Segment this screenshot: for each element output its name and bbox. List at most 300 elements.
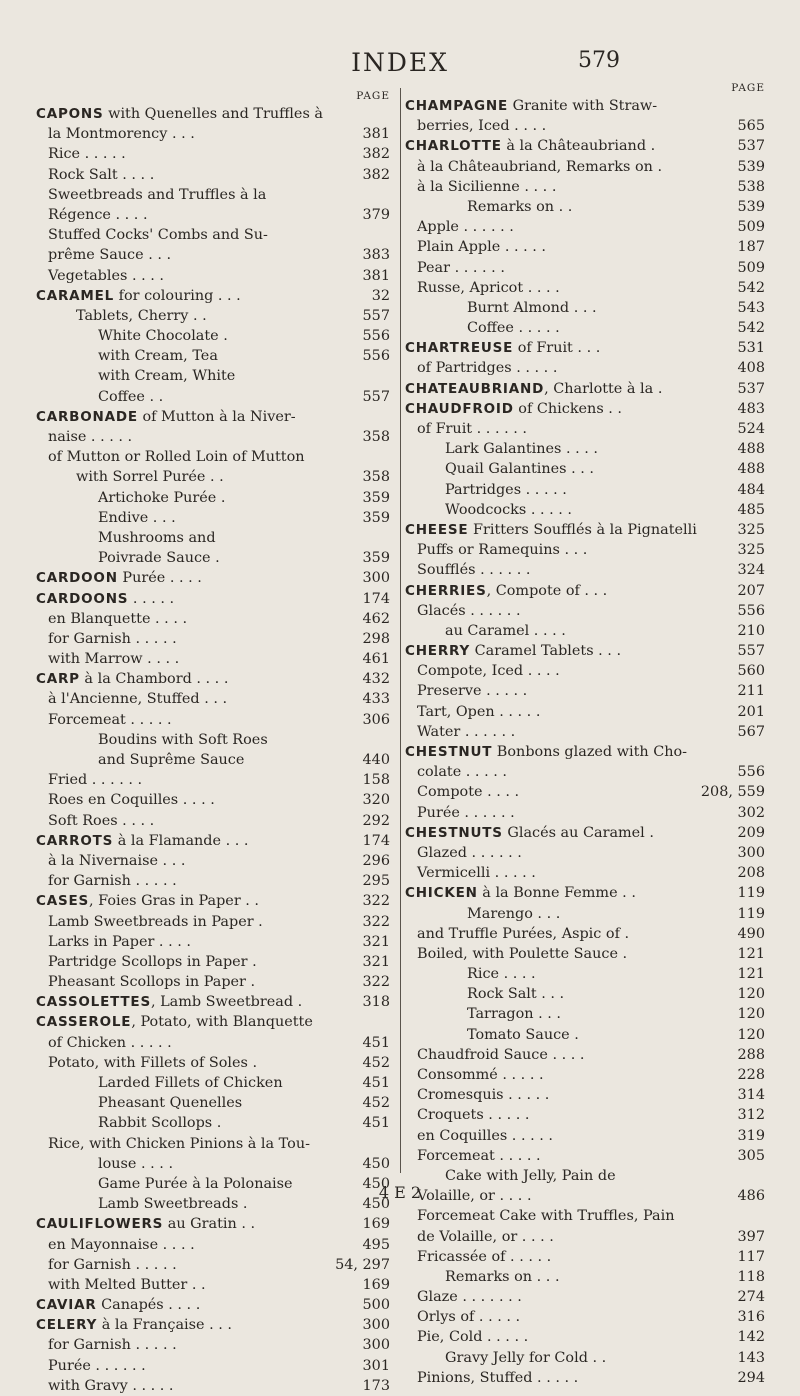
entry-text bbox=[36, 891, 349, 911]
entry-text bbox=[36, 548, 349, 568]
entry-page-number: 486 bbox=[737, 1188, 765, 1205]
entry-label: Canapés . . . . bbox=[96, 1297, 201, 1314]
entry-label: Purée . . . . . . bbox=[417, 804, 515, 821]
index-entry bbox=[405, 116, 765, 136]
entry-keyword: CHAUDFROID bbox=[405, 400, 514, 417]
entry-text bbox=[405, 318, 724, 338]
entry-page-number: 208 bbox=[737, 865, 765, 882]
index-entry bbox=[36, 1113, 390, 1133]
index-entry bbox=[36, 609, 390, 629]
entry-label: , Compote of . . . bbox=[486, 582, 608, 599]
entry-text bbox=[36, 326, 349, 346]
entry-page-number: 451 bbox=[362, 1034, 390, 1051]
entry-text bbox=[36, 1356, 349, 1376]
index-entry bbox=[405, 1368, 765, 1388]
entry-label: Lark Galantines . . . . bbox=[445, 441, 598, 458]
entry-page-number: 324 bbox=[737, 562, 765, 579]
entry-label: for Garnish . . . . . bbox=[48, 630, 177, 647]
entry-label: Vegetables . . . . bbox=[48, 267, 164, 284]
entry-text bbox=[405, 338, 724, 358]
entry-page-number: 450 bbox=[362, 1155, 390, 1172]
entry-page-number: 32 bbox=[371, 287, 390, 304]
entry-page-number: 450 bbox=[362, 1175, 390, 1192]
entry-text bbox=[405, 681, 724, 701]
entry-text bbox=[36, 710, 349, 730]
entry-text bbox=[36, 992, 349, 1012]
entry-text bbox=[36, 245, 349, 265]
entry-text bbox=[36, 165, 349, 185]
index-entries-left bbox=[36, 104, 390, 1396]
entry-label: , Foies Gras in Paper . . bbox=[89, 893, 259, 910]
entry-page-number: 169 bbox=[362, 1276, 390, 1293]
entry-page-number: 316 bbox=[737, 1309, 765, 1326]
entry-page-number: 174 bbox=[362, 590, 390, 607]
entry-text bbox=[405, 439, 724, 459]
entry-page-number: 543 bbox=[737, 299, 765, 316]
entry-page-number: 300 bbox=[362, 570, 390, 587]
entry-keyword: CHERRIES bbox=[405, 582, 487, 599]
entry-keyword: CAULIFLOWERS bbox=[36, 1216, 164, 1233]
index-entry bbox=[405, 157, 765, 177]
entry-text bbox=[405, 641, 724, 661]
entry-text bbox=[36, 1154, 349, 1174]
entry-page-number: 500 bbox=[362, 1297, 390, 1314]
entry-label: à la Châteaubriand, Remarks on . bbox=[417, 158, 663, 175]
index-entry bbox=[36, 629, 390, 649]
entry-text bbox=[36, 185, 349, 205]
entry-text bbox=[36, 1113, 349, 1133]
page-column-label: PAGE bbox=[731, 82, 765, 94]
index-entry bbox=[405, 459, 765, 479]
entry-text bbox=[405, 358, 724, 378]
entry-keyword: CAPONS bbox=[36, 106, 104, 122]
entry-label: Chaudfroid Sauce . . . . bbox=[417, 1046, 585, 1063]
entry-keyword: CHARTREUSE bbox=[405, 340, 514, 357]
entry-text bbox=[405, 924, 724, 944]
entry-page-number: 322 bbox=[362, 893, 390, 910]
entry-page-number: 509 bbox=[737, 259, 765, 276]
index-entry bbox=[405, 136, 765, 156]
entry-keyword: CHESTNUTS bbox=[405, 824, 503, 841]
index-entry bbox=[36, 730, 390, 750]
entry-keyword: CHATEAUBRIAND bbox=[405, 380, 545, 397]
index-entry bbox=[36, 649, 390, 669]
index-entry bbox=[405, 177, 765, 197]
entry-text bbox=[405, 298, 724, 318]
entry-label: with Marrow . . . . bbox=[48, 651, 180, 668]
entry-page-number: 452 bbox=[362, 1095, 390, 1112]
entry-text bbox=[36, 568, 349, 588]
index-entry bbox=[405, 278, 765, 298]
entry-label: Glazed . . . . . . bbox=[417, 844, 522, 861]
entry-page-number: 322 bbox=[362, 974, 390, 991]
entry-page-number: 379 bbox=[362, 206, 390, 223]
entry-label: for Garnish . . . . . bbox=[48, 1337, 177, 1354]
entry-label: Lamb Sweetbreads . bbox=[98, 1196, 248, 1213]
entry-label: Mushrooms and bbox=[98, 529, 216, 546]
index-entry bbox=[36, 1235, 390, 1255]
entry-page-number: 542 bbox=[737, 279, 765, 296]
entry-label: en Blanquette . . . . bbox=[48, 610, 188, 627]
entry-label: Forcemeat . . . . . bbox=[417, 1147, 541, 1164]
entry-label: Purée . . . . . . bbox=[48, 1357, 146, 1374]
entry-text bbox=[36, 1033, 349, 1053]
entry-page-number: 306 bbox=[362, 711, 390, 728]
entry-label: berries, Iced . . . . bbox=[417, 118, 547, 135]
entry-text bbox=[405, 157, 724, 177]
entry-label: Consommé . . . . . bbox=[417, 1067, 544, 1083]
entry-label: with Quenelles and Truffles à bbox=[103, 106, 323, 122]
entry-page-number: 381 bbox=[362, 126, 390, 143]
index-entry bbox=[405, 540, 765, 560]
index-entry bbox=[405, 823, 765, 843]
entry-page-number: 451 bbox=[362, 1075, 390, 1091]
entry-page-number: 557 bbox=[362, 388, 390, 405]
entry-label: with Sorrel Purée . . bbox=[76, 469, 224, 486]
index-entry bbox=[36, 972, 390, 992]
entry-page-number: 321 bbox=[362, 933, 390, 950]
entry-keyword: CELERY bbox=[36, 1317, 98, 1334]
entry-text bbox=[36, 205, 349, 225]
entry-label: Soft Roes . . . . bbox=[48, 812, 155, 829]
index-entry bbox=[36, 568, 390, 588]
index-entry bbox=[405, 742, 765, 762]
entry-text bbox=[36, 770, 349, 790]
entry-text bbox=[405, 944, 724, 964]
entry-label: colate . . . . . bbox=[417, 764, 507, 781]
entry-label: Burnt Almond . . . bbox=[467, 299, 597, 316]
entry-text bbox=[36, 811, 349, 831]
entry-text bbox=[36, 689, 349, 709]
entry-text bbox=[405, 1247, 724, 1267]
entry-label: , Lamb Sweetbread . bbox=[150, 994, 303, 1011]
entry-page-number: 490 bbox=[737, 925, 765, 942]
entry-page-number: 201 bbox=[737, 703, 765, 720]
entry-page-number: 358 bbox=[362, 429, 390, 445]
entry-page-number: 300 bbox=[737, 844, 765, 861]
entry-page-number: 509 bbox=[737, 219, 765, 236]
entry-label: of Mutton à la Niver- bbox=[137, 408, 296, 425]
entry-label: Tart, Open . . . . . bbox=[417, 703, 541, 720]
index-entry bbox=[36, 811, 390, 831]
entry-page-number: 382 bbox=[362, 166, 390, 183]
entry-text bbox=[36, 467, 349, 487]
index-entry bbox=[36, 427, 390, 447]
entry-text bbox=[405, 823, 724, 843]
entry-label: Tarragon . . . bbox=[467, 1006, 561, 1023]
entry-page-number: 557 bbox=[362, 307, 390, 324]
entry-page-number: 296 bbox=[362, 852, 390, 869]
entry-text bbox=[36, 649, 349, 669]
entry-label: Soufflés . . . . . . bbox=[417, 562, 531, 579]
entry-page-number: 359 bbox=[362, 550, 390, 567]
entry-page-number: 537 bbox=[737, 380, 765, 397]
index-entry bbox=[36, 851, 390, 871]
entry-text bbox=[405, 1025, 724, 1045]
entry-label: Forcemeat . . . . . bbox=[48, 711, 172, 728]
index-entry bbox=[405, 964, 765, 984]
index-entry bbox=[36, 1275, 390, 1295]
entry-label: Coffee . . bbox=[98, 388, 164, 405]
entry-text bbox=[405, 803, 724, 823]
page-title: INDEX bbox=[351, 48, 449, 77]
index-entry bbox=[36, 1214, 390, 1234]
entry-page-number: 321 bbox=[362, 953, 390, 970]
entry-page-number: 488 bbox=[737, 441, 765, 458]
entry-label: Pie, Cold . . . . . bbox=[417, 1329, 529, 1346]
entry-label: Forcemeat Cake with Truffles, Pain bbox=[417, 1208, 675, 1225]
entry-label: Croquets . . . . . bbox=[417, 1107, 530, 1124]
entry-label: Larded Fillets of Chicken bbox=[98, 1075, 283, 1091]
entry-text bbox=[36, 1315, 349, 1335]
entry-label: Plain Apple . . . . . bbox=[417, 239, 546, 256]
index-entry bbox=[36, 1376, 390, 1396]
entry-text bbox=[36, 912, 349, 932]
index-entry bbox=[36, 1315, 390, 1335]
signature-mark: 4 E 2 bbox=[378, 1183, 422, 1202]
index-entry bbox=[36, 1093, 390, 1113]
entry-page-number: 120 bbox=[737, 1006, 765, 1023]
entry-text bbox=[36, 609, 349, 629]
entry-text bbox=[405, 984, 724, 1004]
entry-page-number: 484 bbox=[737, 481, 765, 498]
entry-page-number: 452 bbox=[362, 1054, 390, 1071]
entry-page-number: 432 bbox=[362, 671, 390, 688]
entry-label: Potato, with Fillets of Soles . bbox=[48, 1054, 258, 1071]
entry-text bbox=[36, 952, 349, 972]
entry-page-number: 488 bbox=[737, 461, 765, 478]
entry-text bbox=[405, 863, 724, 883]
index-entry bbox=[405, 419, 765, 439]
entry-text bbox=[405, 1065, 724, 1085]
entry-keyword: CHARLOTTE bbox=[405, 138, 502, 155]
index-entry bbox=[36, 407, 390, 427]
entry-text bbox=[405, 621, 724, 641]
index-entry bbox=[405, 500, 765, 520]
entry-page-number: 358 bbox=[362, 469, 390, 486]
index-entry bbox=[36, 589, 390, 609]
entry-label: Rice, with Chicken Pinions à la Tou- bbox=[48, 1135, 310, 1152]
entry-label: , Potato, with Blanquette bbox=[131, 1014, 313, 1031]
entry-page-number: 556 bbox=[737, 602, 765, 619]
entry-text bbox=[36, 1255, 332, 1275]
entry-text bbox=[36, 366, 349, 386]
entry-text bbox=[405, 500, 724, 520]
index-entry bbox=[36, 528, 390, 548]
index-entry bbox=[405, 762, 765, 782]
entry-text bbox=[36, 1335, 349, 1355]
entry-keyword: CHESTNUT bbox=[405, 744, 493, 760]
entry-page-number: 54, 297 bbox=[335, 1256, 390, 1273]
entry-label: Glacés au Caramel . bbox=[502, 824, 654, 841]
entry-page-number: 560 bbox=[737, 663, 765, 680]
entry-keyword: CARAMEL bbox=[36, 287, 115, 304]
entry-page-number: 567 bbox=[737, 723, 765, 740]
entry-text bbox=[405, 197, 724, 217]
entry-text bbox=[405, 399, 724, 419]
entry-text bbox=[405, 136, 724, 156]
entry-text bbox=[36, 629, 349, 649]
entry-label: for Garnish . . . . . bbox=[48, 1256, 177, 1273]
page-column-label: PAGE bbox=[356, 90, 390, 102]
entry-label: Volaille, or . . . . bbox=[417, 1188, 532, 1205]
entry-text bbox=[36, 387, 349, 407]
entry-label: à la Châteaubriand . bbox=[501, 138, 656, 155]
index-entry bbox=[405, 298, 765, 318]
entry-text bbox=[405, 258, 724, 278]
entry-page-number: 209 bbox=[737, 824, 765, 841]
index-entry bbox=[405, 621, 765, 641]
entry-page-number: 462 bbox=[362, 610, 390, 627]
entry-text bbox=[405, 1105, 724, 1125]
index-entry bbox=[36, 669, 390, 689]
index-entry bbox=[36, 1134, 390, 1154]
entry-label: à la Bonne Femme . . bbox=[477, 885, 636, 902]
entry-text bbox=[405, 1126, 724, 1146]
entry-text bbox=[36, 266, 349, 286]
entry-text bbox=[405, 964, 724, 984]
index-entry bbox=[405, 1267, 765, 1287]
entry-text bbox=[36, 871, 349, 891]
entry-label: louse . . . . bbox=[98, 1155, 174, 1172]
entry-label: Lamb Sweetbreads in Paper . bbox=[48, 913, 263, 930]
index-entry bbox=[36, 932, 390, 952]
entry-label: Stuffed Cocks' Combs and Su- bbox=[48, 227, 268, 244]
entry-label: Régence . . . . bbox=[48, 206, 148, 223]
index-entry bbox=[405, 1045, 765, 1065]
entry-label: Rabbit Scollops . bbox=[98, 1115, 222, 1132]
entry-page-number: 274 bbox=[737, 1289, 765, 1306]
entry-text bbox=[405, 96, 724, 116]
index-entry bbox=[405, 661, 765, 681]
index-entry bbox=[405, 1065, 765, 1085]
entry-page-number: 322 bbox=[362, 913, 390, 930]
column-divider bbox=[400, 88, 401, 1173]
entry-text bbox=[36, 831, 349, 851]
entry-label: Sweetbreads and Truffles à la bbox=[48, 186, 267, 203]
entry-label: Endive . . . bbox=[98, 509, 176, 526]
entry-page-number: 119 bbox=[737, 885, 765, 902]
index-entry bbox=[405, 560, 765, 580]
index-entry bbox=[405, 1327, 765, 1347]
entry-keyword: CARDOON bbox=[36, 570, 118, 587]
entry-label: Pheasant Scollops in Paper . bbox=[48, 974, 256, 991]
entry-text bbox=[36, 1295, 349, 1315]
entry-text bbox=[405, 1045, 724, 1065]
entry-label: Tablets, Cherry . . bbox=[76, 307, 207, 324]
entry-label: of Chickens . . bbox=[513, 400, 623, 417]
index-entry bbox=[36, 144, 390, 164]
index-entry bbox=[405, 1146, 765, 1166]
entry-label: Glaze . . . . . . . bbox=[417, 1289, 522, 1306]
index-entry bbox=[405, 197, 765, 217]
entry-text bbox=[405, 116, 724, 136]
index-entry bbox=[405, 1348, 765, 1368]
entry-label: à la Flamande . . . bbox=[113, 832, 249, 849]
entry-text bbox=[36, 528, 349, 548]
entry-label: au Gratin . . bbox=[163, 1216, 256, 1233]
entry-text bbox=[36, 144, 349, 164]
entry-page-number: 537 bbox=[737, 138, 765, 155]
entry-keyword: CHEESE bbox=[405, 521, 469, 538]
index-entry bbox=[36, 750, 390, 770]
entry-page-number: 120 bbox=[737, 1026, 765, 1043]
entry-label: for Garnish . . . . . bbox=[48, 873, 177, 890]
index-entry bbox=[405, 904, 765, 924]
entry-label: au Caramel . . . . bbox=[445, 622, 566, 639]
entry-page-number: 314 bbox=[737, 1087, 765, 1104]
entry-label: Compote, Iced . . . . bbox=[417, 663, 560, 680]
entry-page-number: 169 bbox=[362, 1216, 390, 1233]
index-entry bbox=[405, 1126, 765, 1146]
entry-page-number: 208, 559 bbox=[700, 784, 765, 801]
entry-label: of Fruit . . . bbox=[513, 340, 601, 357]
entry-page-number: 298 bbox=[362, 630, 390, 647]
entry-text bbox=[36, 730, 349, 750]
entry-label: with Gravy . . . . . bbox=[48, 1377, 174, 1394]
entry-label: prême Sauce . . . bbox=[48, 247, 172, 264]
entry-text bbox=[36, 1376, 349, 1396]
entry-page-number: 143 bbox=[737, 1349, 765, 1366]
entry-text bbox=[405, 1227, 724, 1247]
index-entry bbox=[405, 318, 765, 338]
index-entry bbox=[405, 863, 765, 883]
entry-label: Fricassée of . . . . . bbox=[417, 1248, 552, 1265]
entry-label: Pinions, Stuffed . . . . . bbox=[417, 1369, 579, 1386]
entry-text bbox=[36, 750, 349, 770]
entry-text bbox=[405, 702, 724, 722]
entry-text bbox=[36, 488, 349, 508]
entry-label: en Mayonnaise . . . . bbox=[48, 1236, 195, 1253]
entry-page-number: 294 bbox=[737, 1369, 765, 1386]
entry-text bbox=[405, 581, 724, 601]
index-entry bbox=[405, 358, 765, 378]
entry-label: Puffs or Ramequins . . . bbox=[417, 542, 588, 559]
index-entry bbox=[36, 346, 390, 366]
entry-text bbox=[405, 742, 724, 762]
index-entry bbox=[36, 245, 390, 265]
entry-label: Pear . . . . . . bbox=[417, 259, 505, 276]
index-entry bbox=[36, 447, 390, 467]
entry-text bbox=[405, 762, 724, 782]
entry-label: Russe, Apricot . . . . bbox=[417, 279, 560, 296]
entry-text bbox=[405, 459, 724, 479]
entry-text bbox=[405, 1287, 724, 1307]
entry-page-number: 325 bbox=[737, 542, 765, 559]
index-entry bbox=[36, 387, 390, 407]
entry-label: de Volaille, or . . . . bbox=[417, 1228, 554, 1245]
index-entry bbox=[36, 306, 390, 326]
index-entry bbox=[36, 488, 390, 508]
entry-label: Rock Salt . . . bbox=[467, 986, 565, 1003]
entry-keyword: CARP bbox=[36, 671, 80, 688]
entry-keyword: CHAMPAGNE bbox=[405, 98, 508, 114]
entry-label: naise . . . . . bbox=[48, 429, 133, 445]
entry-page-number: 174 bbox=[362, 832, 390, 849]
index-entry bbox=[405, 1025, 765, 1045]
index-entry bbox=[405, 782, 765, 802]
index-entry bbox=[36, 286, 390, 306]
entry-label: Rice . . . . bbox=[467, 966, 536, 983]
index-entry bbox=[405, 520, 765, 540]
entry-text bbox=[405, 1307, 724, 1327]
entry-text bbox=[36, 1134, 349, 1154]
entry-label: Larks in Paper . . . . bbox=[48, 933, 191, 950]
index-entry bbox=[36, 1295, 390, 1315]
entry-label: Game Purée à la Polonaise bbox=[98, 1175, 293, 1192]
entry-page-number: 305 bbox=[737, 1147, 765, 1164]
entry-label: Woodcocks . . . . . bbox=[445, 501, 572, 518]
